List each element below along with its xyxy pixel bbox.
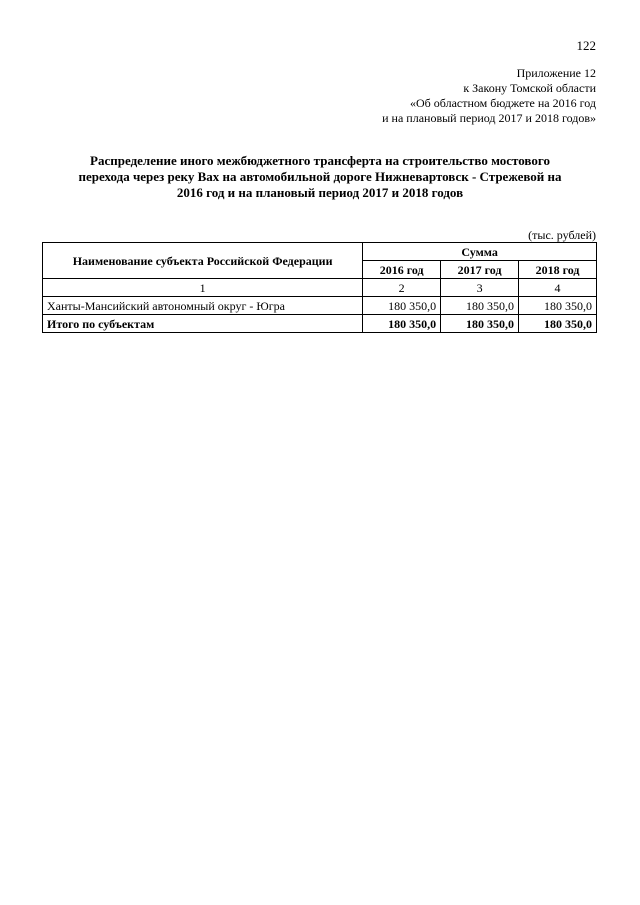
col-number: 1 [43, 279, 363, 297]
budget-table [42, 242, 597, 333]
appendix-line: к Закону Томской области [463, 81, 596, 95]
row-value-2018: 180 350,0 [519, 297, 597, 315]
col-number: 3 [441, 279, 519, 297]
col-number: 2 [363, 279, 441, 297]
title-line: 2016 год и на плановый период 2017 и 2018 годов [176, 185, 464, 200]
appendix-line: Приложение 12 [516, 66, 596, 80]
header-year-2016: 2016 год [363, 261, 441, 279]
table-header-row [43, 243, 597, 261]
appendix-line: и на плановый период 2017 и 2018 годов» [382, 111, 596, 125]
row-value-2017: 180 350,0 [441, 297, 519, 315]
column-number-row [43, 279, 597, 297]
total-value-2016: 180 350,0 [363, 315, 441, 333]
appendix-line: «Об областном бюджете на 2016 год [410, 96, 596, 110]
header-year-2017: 2017 год [441, 261, 519, 279]
row-subject-name: Ханты-Мансийский автономный округ - Югра [43, 297, 363, 315]
document-title [50, 153, 590, 201]
table-row [43, 297, 597, 315]
page-number: 122 [576, 38, 596, 53]
total-row [43, 315, 597, 333]
title-line: Распределение иного межбюджетного трансферта на строительство мостового [90, 153, 550, 168]
total-value-2018: 180 350,0 [519, 315, 597, 333]
header-subject-name: Наименование субъекта Российской Федерации [43, 243, 363, 279]
total-value-2017: 180 350,0 [441, 315, 519, 333]
header-sum: Сумма [363, 243, 597, 261]
total-label: Итого по субъектам [43, 315, 363, 333]
appendix-header [276, 66, 596, 126]
header-year-2018: 2018 год [519, 261, 597, 279]
col-number: 4 [519, 279, 597, 297]
units-label: (тыс. рублей) [528, 228, 596, 242]
row-value-2016: 180 350,0 [363, 297, 441, 315]
title-line: перехода через реку Вах на автомобильной дороге Нижневартовск - Стрежевой на [78, 169, 562, 184]
